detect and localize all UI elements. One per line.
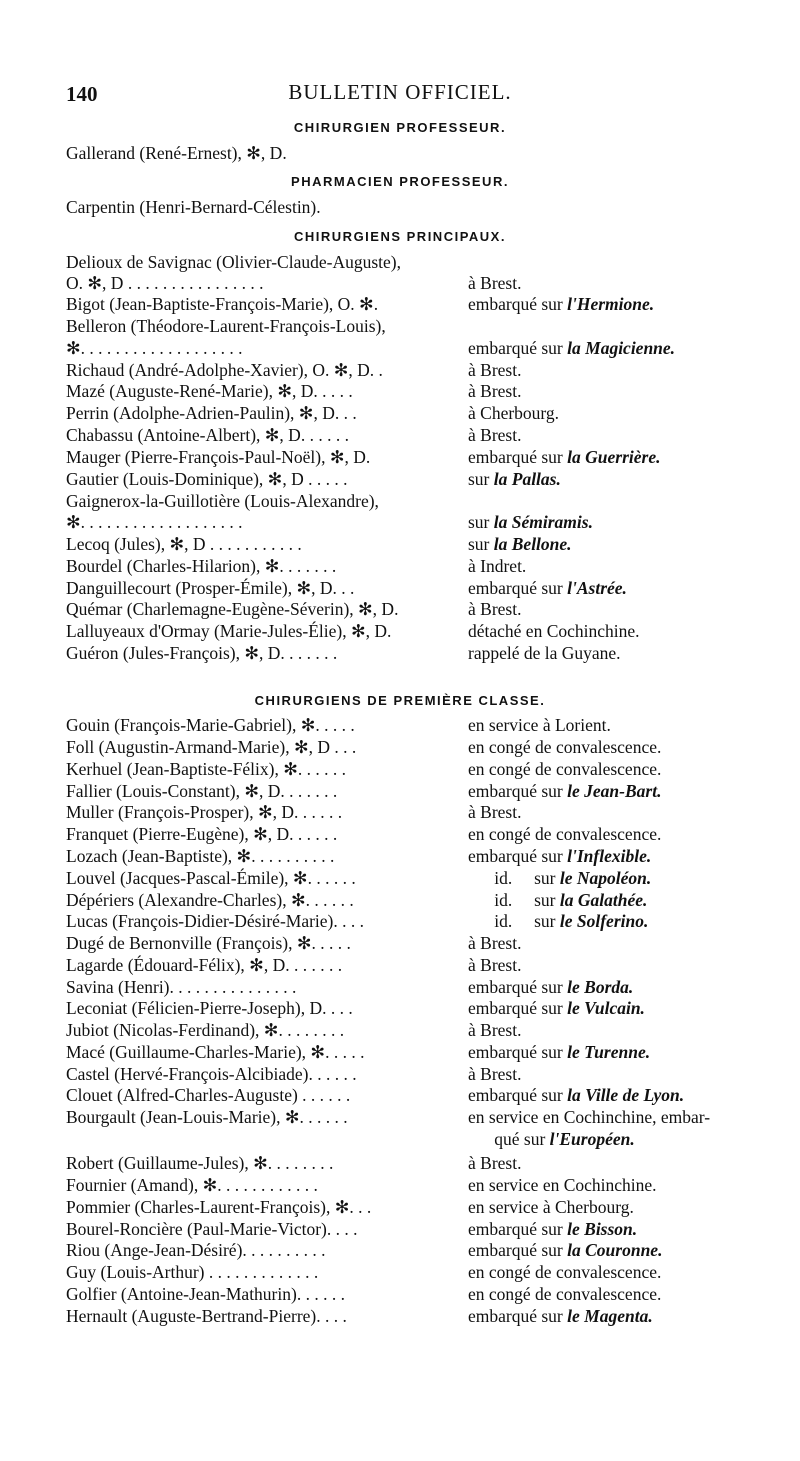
posting — [468, 1219, 637, 1240]
posting-text: à Brest. — [468, 360, 522, 380]
list-item — [66, 1107, 786, 1129]
posting-text: en congé de convalescence. — [468, 737, 662, 757]
posting — [468, 955, 521, 976]
ship-name: le Borda. — [567, 977, 634, 997]
officer-name: Dugé de Bernonville (François), ✻. . . . . — [66, 933, 351, 953]
list-item — [66, 1219, 786, 1241]
officer-name: Lecoq (Jules), ✻, D . . . . . . . . . . . — [66, 534, 302, 554]
posting-text: à Brest. — [468, 933, 522, 953]
section-heading: CHIRURGIENS DE PREMIÈRE CLASSE. — [254, 693, 546, 708]
list-item — [66, 381, 786, 403]
posting — [468, 1284, 661, 1305]
posting — [468, 1197, 634, 1218]
posting — [468, 868, 651, 889]
officer-name: Hernault (Auguste-Bertrand-Pierre). . . . — [66, 1306, 347, 1326]
posting-text: id. sur — [468, 890, 560, 910]
posting — [468, 802, 521, 823]
posting-text: à Brest. — [468, 381, 522, 401]
posting-text: sur — [468, 512, 494, 532]
posting-text: embarqué sur — [468, 1219, 568, 1239]
list-item — [66, 425, 786, 447]
posting — [468, 512, 593, 533]
ship-name: le Jean-Bart. — [567, 781, 662, 801]
list-item — [66, 1153, 786, 1175]
posting — [468, 824, 661, 845]
posting — [468, 998, 645, 1019]
list-item — [66, 715, 786, 737]
posting — [468, 1042, 650, 1063]
posting — [468, 911, 648, 932]
posting — [468, 425, 521, 446]
list-item — [66, 1284, 786, 1306]
posting-text: embarqué sur — [468, 998, 568, 1018]
list-item — [66, 737, 786, 759]
list-item — [66, 447, 786, 469]
posting-text: id. sur — [468, 911, 560, 931]
list-item — [66, 491, 786, 513]
posting — [468, 273, 521, 294]
posting-text: à Brest. — [468, 273, 522, 293]
posting-text: embarqué sur — [468, 977, 568, 997]
ship-name: le Magenta. — [567, 1306, 653, 1326]
officer-name: Castel (Hervé-François-Alcibiade). . . . . . — [66, 1064, 357, 1084]
officer-name: Robert (Guillaume-Jules), ✻. . . . . . . . — [66, 1153, 334, 1173]
list-item — [66, 1240, 786, 1262]
officer-name: Chabassu (Antoine-Albert), ✻, D. . . . . . — [66, 425, 349, 445]
posting-text: en service en Cochinchine, embar- — [468, 1107, 711, 1127]
posting-text: en service à Lorient. — [468, 715, 611, 735]
list-item — [66, 1064, 786, 1086]
posting-text: id. sur — [468, 868, 560, 888]
list-item — [66, 781, 786, 803]
ship-name: l'Inflexible. — [567, 846, 652, 866]
ship-name: le Bisson. — [567, 1219, 638, 1239]
officer-name: Fallier (Louis-Constant), ✻, D. . . . . . . — [66, 781, 338, 801]
officer-name: Foll (Augustin-Armand-Marie), ✻, D . . . — [66, 737, 357, 757]
officer-name: Lalluyeaux d'Ormay (Marie-Jules-Élie), ✻, D. — [66, 621, 392, 641]
posting-text: à Brest. — [468, 955, 522, 975]
list-item — [66, 294, 786, 316]
ship-name: le Turenne. — [567, 1042, 651, 1062]
officer-name: Savina (Henri). . . . . . . . . . . . . . . — [66, 977, 297, 997]
officer-name: Mazé (Auguste-René-Marie), ✻, D. . . . . — [66, 381, 353, 401]
officer-name: Gaignerox-la-Guillotière (Louis-Alexandre), — [66, 491, 379, 511]
list-item — [66, 1020, 786, 1042]
posting-text: en congé de convalescence. — [468, 1284, 662, 1304]
posting — [468, 890, 647, 911]
posting-text: embarqué sur — [468, 294, 568, 314]
list-item — [66, 403, 786, 425]
officer-name: Lagarde (Édouard-Félix), ✻, D. . . . . . . — [66, 955, 343, 975]
officer-name: Fournier (Amand), ✻. . . . . . . . . . . . — [66, 1175, 318, 1195]
posting — [468, 846, 651, 867]
posting — [468, 621, 640, 642]
list-item — [66, 556, 786, 578]
posting — [468, 381, 521, 402]
officer-name: Kerhuel (Jean-Baptiste-Félix), ✻. . . . . . — [66, 759, 347, 779]
posting-text: à Cherbourg. — [468, 403, 560, 423]
posting — [468, 294, 654, 315]
list-item — [66, 846, 786, 868]
officer-name: Bourgault (Jean-Louis-Marie), ✻. . . . . . — [66, 1107, 348, 1127]
list-item — [66, 759, 786, 781]
posting — [468, 1129, 635, 1150]
posting — [468, 469, 561, 490]
list-item — [66, 1042, 786, 1064]
list-item — [66, 890, 786, 912]
list-item — [66, 643, 786, 665]
posting-text: en congé de convalescence. — [468, 1262, 662, 1282]
posting — [468, 1085, 684, 1106]
list-item — [66, 1129, 786, 1151]
list-item — [66, 273, 786, 295]
posting — [468, 1153, 521, 1174]
officer-name: Guéron (Jules-François), ✻, D. . . . . . . — [66, 643, 338, 663]
posting — [468, 1175, 657, 1196]
posting-text: embarqué sur — [468, 781, 568, 801]
officer-name: Richaud (André-Adolphe-Xavier), O. ✻, D. . — [66, 360, 383, 380]
posting-text: embarqué sur — [468, 338, 568, 358]
list-item — [66, 955, 786, 977]
officer-name: Pommier (Charles-Laurent-François), ✻. . . — [66, 1197, 372, 1217]
ship-name: le Napoléon. — [559, 868, 652, 888]
posting — [468, 447, 660, 468]
list-item — [66, 512, 786, 534]
posting — [468, 781, 661, 802]
list-item — [66, 469, 786, 491]
posting-text: détaché en Cochinchine. — [468, 621, 640, 641]
posting-text: embarqué sur — [468, 578, 568, 598]
posting-text: en congé de convalescence. — [468, 824, 662, 844]
posting — [468, 737, 661, 758]
posting-text: sur — [468, 469, 494, 489]
list-item — [66, 1262, 786, 1284]
officer-name: ✻. . . . . . . . . . . . . . . . . . . — [66, 512, 243, 532]
ship-name: l'Européen. — [549, 1129, 635, 1149]
posting — [468, 1240, 662, 1261]
officer-name: Bourdel (Charles-Hilarion), ✻. . . . . . . — [66, 556, 337, 576]
officer-name: Leconiat (Félicien-Pierre-Joseph), D. . . . — [66, 998, 353, 1018]
posting-text: embarqué sur — [468, 1042, 568, 1062]
posting-text: embarqué sur — [468, 846, 568, 866]
posting — [468, 1262, 661, 1283]
list-item — [66, 998, 786, 1020]
posting — [468, 578, 627, 599]
officer-name: Gautier (Louis-Dominique), ✻, D . . . . . — [66, 469, 348, 489]
officer-name: Lozach (Jean-Baptiste), ✻. . . . . . . . . . — [66, 846, 335, 866]
posting-text: embarqué sur — [468, 1306, 568, 1326]
posting — [468, 534, 572, 555]
officer-name: Bigot (Jean-Baptiste-François-Marie), O. ✻. — [66, 294, 379, 314]
posting — [468, 556, 526, 577]
posting — [468, 933, 521, 954]
posting — [468, 360, 521, 381]
running-title: BULLETIN OFFICIEL. — [288, 80, 512, 104]
officer-name: O. ✻, D . . . . . . . . . . . . . . . . — [66, 273, 264, 293]
list-item — [66, 1306, 786, 1328]
list-item — [66, 578, 786, 600]
list-item — [66, 534, 786, 556]
posting-text: embarqué sur — [468, 1085, 568, 1105]
list-item — [66, 1085, 786, 1107]
officer-name: Louvel (Jacques-Pascal-Émile), ✻. . . . . . — [66, 868, 356, 888]
list-item — [66, 360, 786, 382]
page-number: 140 — [66, 82, 98, 106]
ship-name: la Sémiramis. — [493, 512, 593, 532]
posting-text: sur — [468, 534, 494, 554]
officer-name: Mauger (Pierre-François-Paul-Noël), ✻, D. — [66, 447, 371, 467]
section-heading: CHIRURGIEN PROFESSEUR. — [293, 120, 507, 135]
posting — [468, 1064, 521, 1085]
posting — [468, 403, 559, 424]
officer-name: Carpentin (Henri-Bernard-Célestin). — [66, 197, 321, 217]
posting-text: à Brest. — [468, 1020, 522, 1040]
list-item — [66, 977, 786, 999]
posting-text: à Brest. — [468, 802, 522, 822]
list-item — [66, 868, 786, 890]
posting — [468, 1020, 521, 1041]
posting — [468, 338, 675, 359]
list-item — [66, 824, 786, 846]
posting-text: à Brest. — [468, 1153, 522, 1173]
posting-text: à Brest. — [468, 425, 522, 445]
posting-text: à Brest. — [468, 1064, 522, 1084]
officer-name: Bourel-Roncière (Paul-Marie-Victor). . . . — [66, 1219, 358, 1239]
list-item — [66, 316, 786, 338]
posting-text: à Brest. — [468, 599, 522, 619]
list-item — [66, 197, 786, 219]
ship-name: la Ville de Lyon. — [567, 1085, 685, 1105]
list-item — [66, 1197, 786, 1219]
list-item — [66, 599, 786, 621]
officer-name: Belleron (Théodore-Laurent-François-Louis), — [66, 316, 386, 336]
officer-name: Golfier (Antoine-Jean-Mathurin). . . . . . — [66, 1284, 345, 1304]
section-heading: CHIRURGIENS PRINCIPAUX. — [294, 229, 506, 244]
officer-name: Riou (Ange-Jean-Désiré). . . . . . . . . . — [66, 1240, 326, 1260]
ship-name: la Guerrière. — [567, 447, 661, 467]
ship-name: l'Hermione. — [567, 294, 655, 314]
officer-name: Franquet (Pierre-Eugène), ✻, D. . . . . . — [66, 824, 338, 844]
posting-text: en service en Cochinchine. — [468, 1175, 657, 1195]
posting-text: en service à Cherbourg. — [468, 1197, 634, 1217]
posting-text: qué sur — [468, 1129, 550, 1149]
ship-name: la Bellone. — [493, 534, 572, 554]
posting — [468, 1107, 710, 1128]
list-item — [66, 802, 786, 824]
list-item — [66, 1175, 786, 1197]
officer-name: Delioux de Savignac (Olivier-Claude-Auguste), — [66, 252, 401, 272]
officer-name: Quémar (Charlemagne-Eugène-Séverin), ✻, D. — [66, 599, 399, 619]
posting-text: embarqué sur — [468, 447, 568, 467]
ship-name: la Galathée. — [559, 890, 648, 910]
officer-name: ✻. . . . . . . . . . . . . . . . . . . — [66, 338, 243, 358]
posting-text: rappelé de la Guyane. — [468, 643, 621, 663]
officer-name: Gallerand (René-Ernest), ✻, D. — [66, 143, 287, 163]
officer-name: Lucas (François-Didier-Désiré-Marie). . . . — [66, 911, 365, 931]
section-heading: PHARMACIEN PROFESSEUR. — [291, 174, 509, 189]
posting — [468, 977, 633, 998]
posting — [468, 599, 521, 620]
ship-name: l'Astrée. — [567, 578, 627, 598]
officer-name: Perrin (Adolphe-Adrien-Paulin), ✻, D. . . — [66, 403, 357, 423]
list-item — [66, 933, 786, 955]
posting — [468, 1306, 653, 1327]
list-item — [66, 338, 786, 360]
posting — [468, 759, 661, 780]
ship-name: le Vulcain. — [567, 998, 645, 1018]
officer-name: Guy (Louis-Arthur) . . . . . . . . . . . . . — [66, 1262, 319, 1282]
officer-name: Clouet (Alfred-Charles-Auguste) . . . . . . — [66, 1085, 351, 1105]
officer-name: Muller (François-Prosper), ✻, D. . . . . . — [66, 802, 343, 822]
posting — [468, 715, 611, 736]
posting — [468, 643, 621, 664]
list-item — [66, 621, 786, 643]
posting-text: embarqué sur — [468, 1240, 568, 1260]
ship-name: la Couronne. — [567, 1240, 663, 1260]
posting-text: en congé de convalescence. — [468, 759, 662, 779]
officer-name: Danguillecourt (Prosper-Émile), ✻, D. . . — [66, 578, 355, 598]
ship-name: la Pallas. — [493, 469, 561, 489]
list-item — [66, 911, 786, 933]
list-item — [66, 252, 786, 274]
officer-name: Gouin (François-Marie-Gabriel), ✻. . . . . — [66, 715, 355, 735]
officer-name: Jubiot (Nicolas-Ferdinand), ✻. . . . . . . . — [66, 1020, 345, 1040]
posting-text: à Indret. — [468, 556, 527, 576]
list-item — [66, 143, 786, 165]
ship-name: le Solferino. — [559, 911, 649, 931]
officer-name: Macé (Guillaume-Charles-Marie), ✻. . . . . — [66, 1042, 365, 1062]
ship-name: la Magicienne. — [567, 338, 676, 358]
officer-name: Dépériers (Alexandre-Charles), ✻. . . . . . — [66, 890, 354, 910]
